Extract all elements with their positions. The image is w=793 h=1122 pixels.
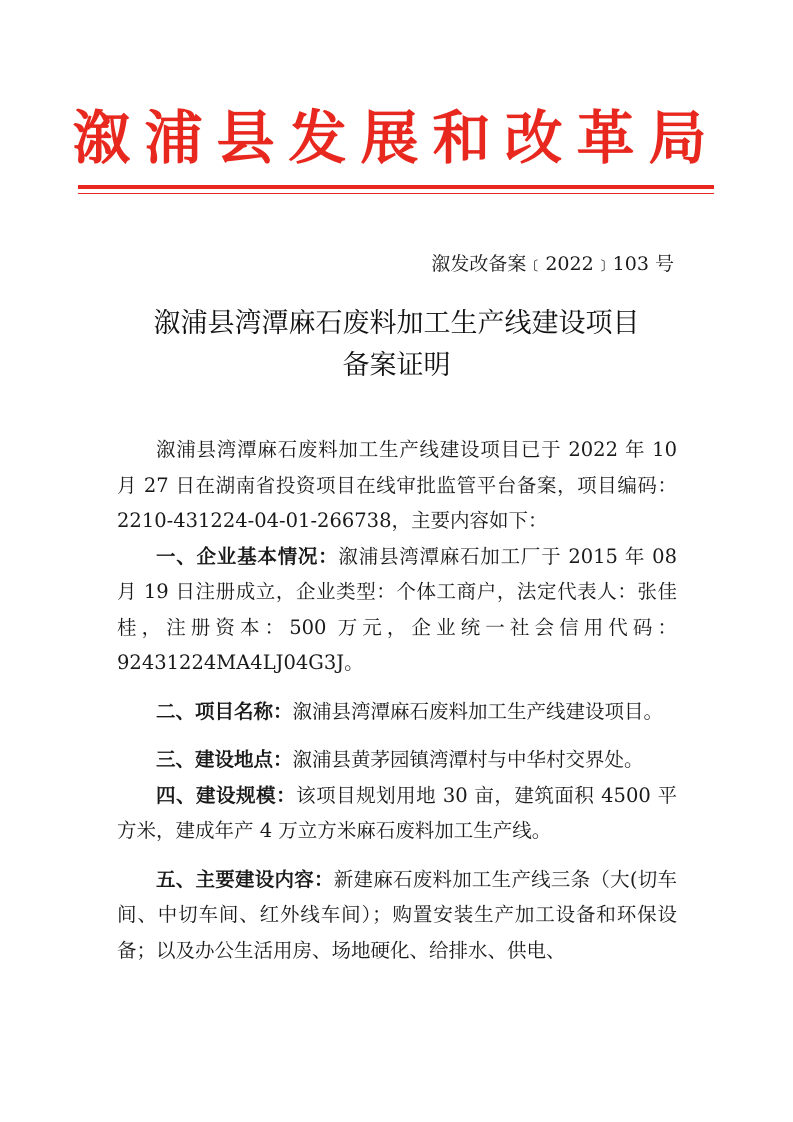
document-title-line-2: 备案证明 [342,350,451,381]
header-divider-thick [78,185,714,189]
section-text: 溆浦县湾潭麻石加工厂于 2015 年 08 月 19 日注册成立，企业类型：个体工商户，法定代表人：张佳桂，注册资本：500 万元，企业统一社会信用代码：92431224MA4LJ04G3J。 [117,544,677,674]
section-text: 该项目规划用地 30 亩，建筑面积 4500 平方米，建成年产 4 万立方米麻石废料加工生产线。 [117,783,677,842]
document-title [0,303,793,387]
section-scale [117,778,677,849]
section-construction-content [117,862,677,969]
section-text: 新建麻石废料加工生产线三条（大(切车间、中切车间、红外线车间）；购置安装生产加工设备和环保设备；以及办公生活用房、场地硬化、给排水、供电、 [117,867,677,962]
section-project-name [117,694,677,730]
issuing-authority-title: 溆浦县发展和改革局 [72,104,721,172]
section-enterprise-info [117,539,677,681]
section-label: 二、项目名称： [156,699,293,723]
intro-paragraph: 溆浦县湾潭麻石废料加工生产线建设项目已于 2022 年 10 月 27 日在湖南省投资项目在线审批监管平台备案，项目编码：2210-431224-04-01-266738，主要内容如下： [117,438,677,532]
section-text: 溆浦县湾潭麻石废料加工生产线建设项目。 [292,699,664,723]
section-label: 一、企业基本情况： [156,544,339,568]
header-divider-thin [78,193,714,194]
document-number: 溆发改备案﹝2022﹞103 号 [431,253,674,275]
document-title-line-1: 溆浦县湾潭麻石废料加工生产线建设项目 [153,308,640,339]
section-location [117,742,677,778]
section-text: 溆浦县黄茅园镇湾潭村与中华村交界处。 [292,748,644,771]
document-body [117,432,677,968]
section-label: 四、建设规模： [156,783,297,807]
section-label: 三、建设地点： [156,748,293,771]
section-label: 五、主要建设内容： [156,867,334,891]
